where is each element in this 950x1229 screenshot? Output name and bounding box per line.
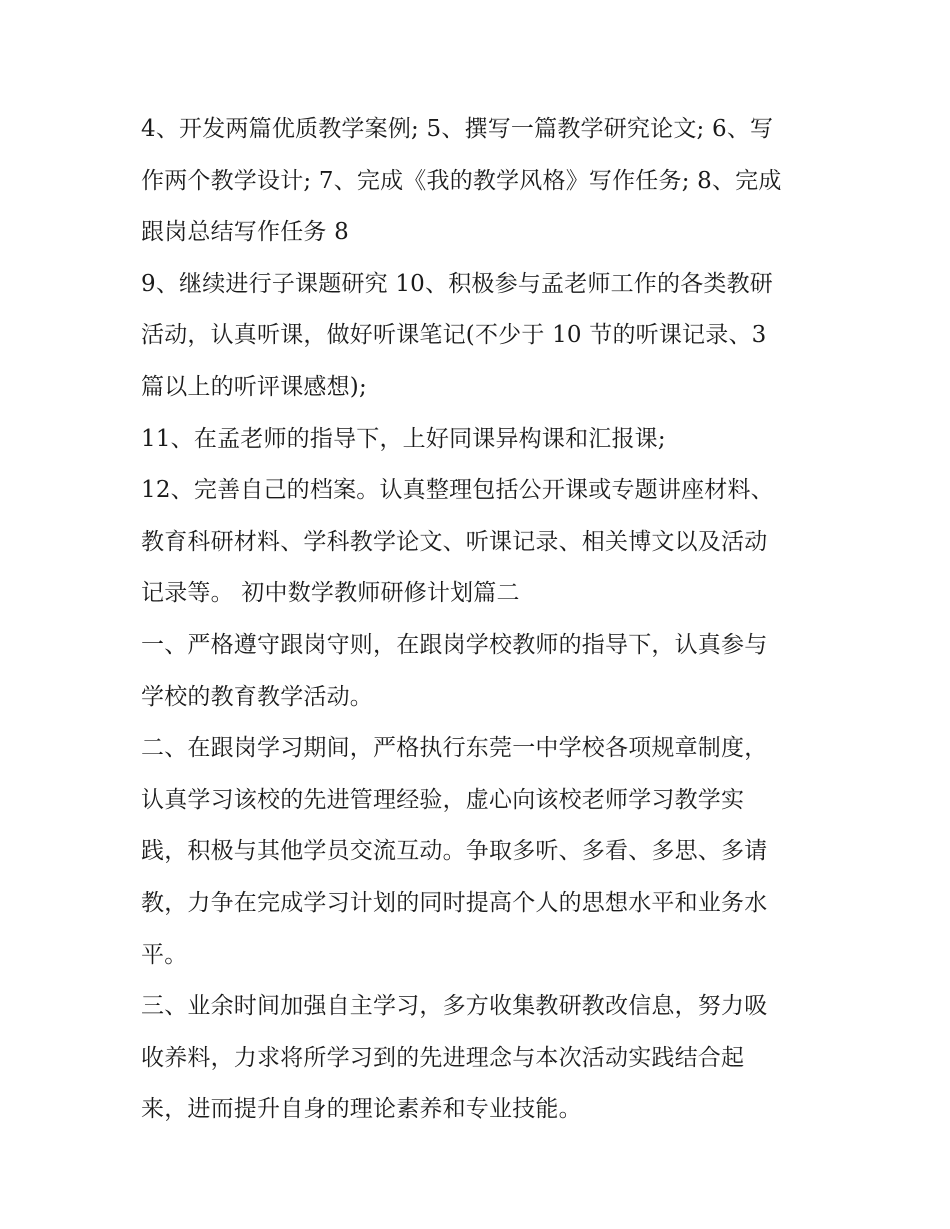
text-line: 收养料，力求将所学习到的先进理念与本次活动实践结合起 xyxy=(141,1044,745,1071)
text-line: 三、业余时间加强自主学习，多方收集教研教改信息，努力吸 xyxy=(141,993,768,1020)
text-line: 一、严格遵守跟岗守则，在跟岗学校教师的指导下，认真参与 xyxy=(141,631,768,658)
paragraph-section-three xyxy=(141,981,816,1136)
text-line: 活动，认真听课，做好听课笔记(不少于 10 节的听课记录、3 xyxy=(141,322,767,349)
text-line: 9、继续进行子课题研究 10、积极参与孟老师工作的各类教研 xyxy=(141,270,774,297)
text-line: 来，进而提升自身的理论素养和专业技能。 xyxy=(141,1096,582,1123)
text-line: 4、开发两篇优质教学案例; 5、撰写一篇教学研究论文; 6、写 xyxy=(141,116,774,142)
text-line: 二、在跟岗学习期间，严格执行东莞一中学校各项规章制度， xyxy=(141,735,768,762)
text-line: 教，力争在完成学习计划的同时提高个人的思想水平和业务水 xyxy=(141,889,768,916)
text-line: 教育科研材料、学科教学论文、听课记录、相关博文以及活动 xyxy=(141,528,768,555)
paragraph-task-12 xyxy=(141,465,816,620)
text-line: 认真学习该校的先进管理经验，虚心向该校老师学习教学实 xyxy=(141,786,745,813)
paragraph-section-one xyxy=(141,620,816,723)
text-line: 践，积极与其他学员交流互动。争取多听、多看、多思、多请 xyxy=(141,838,768,865)
paragraph-section-two xyxy=(141,723,816,981)
paragraph-tasks-4-8 xyxy=(141,104,816,259)
text-line: 跟岗总结写作任务 8 xyxy=(141,219,349,246)
text-line: 作两个教学设计; 7、完成《我的教学风格》写作任务; 8、完成 xyxy=(141,167,782,194)
text-line: 12、完善自己的档案。认真整理包括公开课或专题讲座材料、 xyxy=(141,477,774,504)
text-line: 学校的教育教学活动。 xyxy=(141,683,373,710)
text-line: 记录等。 初中数学教师研修计划篇二 xyxy=(141,580,520,607)
document-body xyxy=(141,104,816,1136)
text-line: 11、在孟老师的指导下，上好同课异构课和汇报课; xyxy=(141,425,666,452)
text-line: 篇以上的听评课感想); xyxy=(141,373,367,400)
paragraph-task-11 xyxy=(141,414,816,466)
paragraph-tasks-9-10 xyxy=(141,259,816,414)
text-line: 平。 xyxy=(141,941,188,968)
